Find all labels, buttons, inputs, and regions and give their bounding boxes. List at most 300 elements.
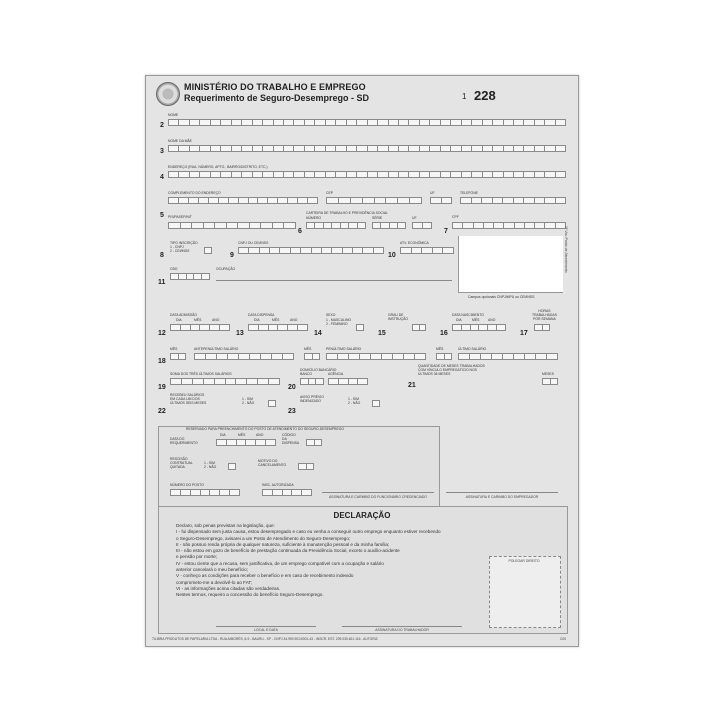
- char-cell[interactable]: [378, 119, 388, 126]
- char-cell[interactable]: [181, 222, 193, 229]
- char-cell[interactable]: [493, 145, 503, 152]
- char-cell[interactable]: [339, 378, 349, 385]
- char-cell[interactable]: [524, 119, 534, 126]
- char-cell[interactable]: [545, 222, 555, 229]
- ctps-numero-input[interactable]: [306, 222, 366, 229]
- char-cell[interactable]: [389, 171, 399, 178]
- char-cell[interactable]: [226, 378, 237, 385]
- tipo-inscricao-input[interactable]: [204, 247, 212, 254]
- char-cell[interactable]: [363, 197, 375, 204]
- char-cell[interactable]: [351, 197, 363, 204]
- char-cell[interactable]: [436, 353, 445, 360]
- char-cell[interactable]: [190, 119, 200, 126]
- recebeu-input[interactable]: [268, 400, 276, 407]
- char-cell[interactable]: [493, 119, 503, 126]
- char-cell[interactable]: [341, 222, 349, 229]
- char-cell[interactable]: [182, 378, 193, 385]
- char-cell[interactable]: [358, 378, 368, 385]
- banco-input[interactable]: [300, 378, 324, 385]
- char-cell[interactable]: [284, 171, 294, 178]
- char-cell[interactable]: [204, 222, 216, 229]
- char-cell[interactable]: [246, 439, 256, 446]
- char-cell[interactable]: [261, 222, 273, 229]
- char-cell[interactable]: [261, 353, 272, 360]
- char-cell[interactable]: [409, 145, 419, 152]
- char-cell[interactable]: [232, 119, 242, 126]
- motivo-input[interactable]: [298, 463, 314, 470]
- char-cell[interactable]: [462, 171, 472, 178]
- char-cell[interactable]: [378, 145, 388, 152]
- char-cell[interactable]: [398, 222, 406, 229]
- char-cell[interactable]: [284, 222, 296, 229]
- char-cell[interactable]: [443, 247, 454, 254]
- char-cell[interactable]: [400, 247, 412, 254]
- char-cell[interactable]: [239, 353, 250, 360]
- char-cell[interactable]: [524, 197, 535, 204]
- char-cell[interactable]: [368, 119, 378, 126]
- char-cell[interactable]: [349, 222, 357, 229]
- char-cell[interactable]: [238, 222, 250, 229]
- char-cell[interactable]: [368, 145, 378, 152]
- char-cell[interactable]: [280, 247, 290, 254]
- char-cell[interactable]: [393, 353, 404, 360]
- char-cell[interactable]: [259, 324, 269, 331]
- char-cell[interactable]: [179, 273, 187, 280]
- char-cell[interactable]: [357, 171, 367, 178]
- char-cell[interactable]: [410, 197, 422, 204]
- char-cell[interactable]: [357, 145, 367, 152]
- char-cell[interactable]: [200, 324, 210, 331]
- soma-salarios-input[interactable]: [170, 378, 280, 385]
- char-cell[interactable]: [248, 324, 259, 331]
- char-cell[interactable]: [338, 353, 349, 360]
- char-cell[interactable]: [194, 273, 202, 280]
- char-cell[interactable]: [309, 378, 317, 385]
- char-cell[interactable]: [232, 145, 242, 152]
- char-cell[interactable]: [298, 324, 308, 331]
- char-cell[interactable]: [209, 197, 219, 204]
- char-cell[interactable]: [458, 353, 470, 360]
- char-cell[interactable]: [273, 222, 285, 229]
- empregador-signature-line[interactable]: [446, 492, 558, 493]
- char-cell[interactable]: [445, 353, 453, 360]
- pen-mes-input[interactable]: [304, 353, 320, 360]
- char-cell[interactable]: [514, 353, 525, 360]
- char-cell[interactable]: [441, 171, 451, 178]
- char-cell[interactable]: [542, 378, 551, 385]
- char-cell[interactable]: [326, 171, 336, 178]
- char-cell[interactable]: [493, 171, 503, 178]
- cnpj-input[interactable]: [238, 247, 384, 254]
- char-cell[interactable]: [430, 171, 440, 178]
- char-cell[interactable]: [170, 273, 179, 280]
- char-cell[interactable]: [262, 489, 273, 496]
- char-cell[interactable]: [170, 489, 181, 496]
- char-cell[interactable]: [452, 324, 462, 331]
- char-cell[interactable]: [316, 378, 324, 385]
- char-cell[interactable]: [535, 171, 545, 178]
- char-cell[interactable]: [389, 119, 399, 126]
- char-cell[interactable]: [269, 378, 280, 385]
- char-cell[interactable]: [420, 119, 430, 126]
- char-cell[interactable]: [399, 119, 409, 126]
- char-cell[interactable]: [179, 197, 189, 204]
- char-cell[interactable]: [315, 222, 323, 229]
- cbo-input[interactable]: [170, 273, 210, 280]
- char-cell[interactable]: [372, 400, 380, 407]
- char-cell[interactable]: [312, 247, 322, 254]
- telefone-input[interactable]: [460, 197, 566, 204]
- char-cell[interactable]: [412, 222, 423, 229]
- char-cell[interactable]: [343, 247, 353, 254]
- char-cell[interactable]: [278, 197, 288, 204]
- char-cell[interactable]: [315, 119, 325, 126]
- char-cell[interactable]: [378, 171, 388, 178]
- char-cell[interactable]: [492, 353, 503, 360]
- char-cell[interactable]: [221, 145, 231, 152]
- char-cell[interactable]: [239, 197, 249, 204]
- char-cell[interactable]: [493, 197, 504, 204]
- char-cell[interactable]: [190, 145, 200, 152]
- codigo-dispensa-input[interactable]: [306, 439, 322, 446]
- ctps-serie-input[interactable]: [372, 222, 406, 229]
- char-cell[interactable]: [189, 197, 199, 204]
- char-cell[interactable]: [504, 171, 514, 178]
- char-cell[interactable]: [168, 197, 179, 204]
- char-cell[interactable]: [294, 145, 304, 152]
- char-cell[interactable]: [497, 324, 506, 331]
- char-cell[interactable]: [482, 197, 493, 204]
- char-cell[interactable]: [374, 247, 384, 254]
- data-nascimento-input[interactable]: [452, 324, 506, 331]
- char-cell[interactable]: [219, 197, 229, 204]
- char-cell[interactable]: [191, 489, 201, 496]
- char-cell[interactable]: [302, 489, 312, 496]
- char-cell[interactable]: [179, 119, 189, 126]
- char-cell[interactable]: [430, 119, 440, 126]
- char-cell[interactable]: [536, 353, 547, 360]
- char-cell[interactable]: [228, 353, 239, 360]
- char-cell[interactable]: [298, 463, 307, 470]
- char-cell[interactable]: [534, 324, 543, 331]
- char-cell[interactable]: [358, 222, 366, 229]
- char-cell[interactable]: [430, 145, 440, 152]
- char-cell[interactable]: [545, 197, 556, 204]
- endereco-input[interactable]: [168, 171, 566, 178]
- char-cell[interactable]: [283, 353, 294, 360]
- char-cell[interactable]: [306, 222, 315, 229]
- char-cell[interactable]: [211, 171, 221, 178]
- pis-input[interactable]: [168, 222, 296, 229]
- char-cell[interactable]: [472, 119, 482, 126]
- char-cell[interactable]: [347, 171, 357, 178]
- char-cell[interactable]: [535, 145, 545, 152]
- char-cell[interactable]: [326, 119, 336, 126]
- char-cell[interactable]: [274, 171, 284, 178]
- char-cell[interactable]: [545, 171, 555, 178]
- char-cell[interactable]: [315, 145, 325, 152]
- char-cell[interactable]: [204, 247, 212, 254]
- char-cell[interactable]: [462, 145, 472, 152]
- char-cell[interactable]: [298, 197, 308, 204]
- char-cell[interactable]: [441, 145, 451, 152]
- char-cell[interactable]: [556, 145, 566, 152]
- agencia-input[interactable]: [328, 378, 368, 385]
- char-cell[interactable]: [305, 171, 315, 178]
- complemento-input[interactable]: [168, 197, 318, 204]
- rescisao-input[interactable]: [228, 463, 236, 470]
- char-cell[interactable]: [192, 222, 204, 229]
- char-cell[interactable]: [472, 171, 482, 178]
- char-cell[interactable]: [242, 145, 252, 152]
- char-cell[interactable]: [305, 119, 315, 126]
- char-cell[interactable]: [412, 247, 423, 254]
- char-cell[interactable]: [284, 119, 294, 126]
- char-cell[interactable]: [472, 145, 482, 152]
- char-cell[interactable]: [479, 324, 488, 331]
- char-cell[interactable]: [503, 353, 514, 360]
- char-cell[interactable]: [423, 222, 433, 229]
- char-cell[interactable]: [514, 145, 524, 152]
- uf-input[interactable]: [430, 197, 452, 204]
- char-cell[interactable]: [357, 119, 367, 126]
- char-cell[interactable]: [283, 489, 293, 496]
- char-cell[interactable]: [288, 324, 298, 331]
- char-cell[interactable]: [415, 353, 426, 360]
- char-cell[interactable]: [556, 119, 566, 126]
- char-cell[interactable]: [232, 171, 242, 178]
- char-cell[interactable]: [227, 439, 237, 446]
- char-cell[interactable]: [409, 119, 419, 126]
- char-cell[interactable]: [451, 171, 461, 178]
- funcionario-signature-line[interactable]: [322, 492, 434, 493]
- char-cell[interactable]: [200, 145, 210, 152]
- char-cell[interactable]: [372, 222, 381, 229]
- char-cell[interactable]: [420, 324, 427, 331]
- char-cell[interactable]: [260, 247, 270, 254]
- char-cell[interactable]: [250, 353, 261, 360]
- char-cell[interactable]: [452, 222, 463, 229]
- char-cell[interactable]: [524, 145, 534, 152]
- char-cell[interactable]: [258, 197, 268, 204]
- char-cell[interactable]: [315, 171, 325, 178]
- char-cell[interactable]: [304, 353, 313, 360]
- char-cell[interactable]: [551, 378, 559, 385]
- char-cell[interactable]: [382, 353, 393, 360]
- char-cell[interactable]: [294, 119, 304, 126]
- char-cell[interactable]: [216, 439, 227, 446]
- char-cell[interactable]: [179, 171, 189, 178]
- char-cell[interactable]: [514, 119, 524, 126]
- char-cell[interactable]: [420, 145, 430, 152]
- char-cell[interactable]: [412, 324, 420, 331]
- char-cell[interactable]: [556, 171, 566, 178]
- char-cell[interactable]: [399, 171, 409, 178]
- char-cell[interactable]: [483, 171, 493, 178]
- char-cell[interactable]: [181, 489, 191, 496]
- char-cell[interactable]: [230, 489, 240, 496]
- ocupacao-input[interactable]: [216, 280, 452, 281]
- char-cell[interactable]: [215, 378, 226, 385]
- char-cell[interactable]: [356, 324, 364, 331]
- char-cell[interactable]: [409, 171, 419, 178]
- char-cell[interactable]: [211, 119, 221, 126]
- char-cell[interactable]: [471, 324, 480, 331]
- local-data-line[interactable]: [216, 626, 316, 627]
- char-cell[interactable]: [430, 197, 442, 204]
- char-cell[interactable]: [315, 439, 323, 446]
- char-cell[interactable]: [474, 222, 484, 229]
- nome-input[interactable]: [168, 119, 566, 126]
- char-cell[interactable]: [268, 197, 278, 204]
- char-cell[interactable]: [353, 247, 363, 254]
- char-cell[interactable]: [504, 119, 514, 126]
- char-cell[interactable]: [181, 324, 191, 331]
- char-cell[interactable]: [503, 197, 514, 204]
- char-cell[interactable]: [368, 171, 378, 178]
- char-cell[interactable]: [274, 119, 284, 126]
- char-cell[interactable]: [451, 145, 461, 152]
- char-cell[interactable]: [371, 353, 382, 360]
- cpf-input[interactable]: [452, 222, 566, 229]
- char-cell[interactable]: [200, 119, 210, 126]
- char-cell[interactable]: [292, 489, 302, 496]
- char-cell[interactable]: [263, 145, 273, 152]
- char-cell[interactable]: [504, 145, 514, 152]
- char-cell[interactable]: [336, 145, 346, 152]
- char-cell[interactable]: [253, 171, 263, 178]
- char-cell[interactable]: [242, 171, 252, 178]
- char-cell[interactable]: [324, 222, 332, 229]
- char-cell[interactable]: [347, 119, 357, 126]
- char-cell[interactable]: [483, 119, 493, 126]
- char-cell[interactable]: [535, 197, 546, 204]
- char-cell[interactable]: [398, 197, 410, 204]
- char-cell[interactable]: [545, 119, 555, 126]
- antepenultimo-input[interactable]: [194, 353, 294, 360]
- char-cell[interactable]: [187, 273, 195, 280]
- char-cell[interactable]: [462, 324, 471, 331]
- char-cell[interactable]: [441, 119, 451, 126]
- char-cell[interactable]: [305, 145, 315, 152]
- char-cell[interactable]: [238, 247, 249, 254]
- char-cell[interactable]: [190, 171, 200, 178]
- char-cell[interactable]: [420, 171, 430, 178]
- char-cell[interactable]: [451, 119, 461, 126]
- char-cell[interactable]: [168, 171, 179, 178]
- char-cell[interactable]: [336, 119, 346, 126]
- char-cell[interactable]: [313, 353, 321, 360]
- char-cell[interactable]: [220, 489, 230, 496]
- char-cell[interactable]: [386, 197, 398, 204]
- ultimo-input[interactable]: [458, 353, 558, 360]
- char-cell[interactable]: [168, 222, 181, 229]
- char-cell[interactable]: [170, 378, 182, 385]
- char-cell[interactable]: [525, 353, 536, 360]
- char-cell[interactable]: [242, 119, 252, 126]
- char-cell[interactable]: [193, 378, 204, 385]
- char-cell[interactable]: [524, 171, 534, 178]
- char-cell[interactable]: [332, 222, 340, 229]
- char-cell[interactable]: [308, 197, 318, 204]
- cep-input[interactable]: [326, 197, 422, 204]
- char-cell[interactable]: [249, 197, 259, 204]
- char-cell[interactable]: [442, 197, 453, 204]
- char-cell[interactable]: [463, 222, 473, 229]
- char-cell[interactable]: [204, 378, 215, 385]
- char-cell[interactable]: [535, 222, 545, 229]
- char-cell[interactable]: [294, 171, 304, 178]
- char-cell[interactable]: [168, 145, 179, 152]
- char-cell[interactable]: [194, 353, 206, 360]
- char-cell[interactable]: [545, 145, 555, 152]
- char-cell[interactable]: [514, 171, 524, 178]
- data-admissao-input[interactable]: [170, 324, 230, 331]
- aviso-input[interactable]: [372, 400, 380, 407]
- char-cell[interactable]: [170, 324, 181, 331]
- char-cell[interactable]: [170, 353, 179, 360]
- char-cell[interactable]: [404, 353, 415, 360]
- thumbprint-box[interactable]: [489, 556, 561, 628]
- char-cell[interactable]: [201, 489, 211, 496]
- char-cell[interactable]: [202, 273, 210, 280]
- char-cell[interactable]: [399, 145, 409, 152]
- char-cell[interactable]: [515, 222, 525, 229]
- char-cell[interactable]: [332, 247, 342, 254]
- char-cell[interactable]: [220, 324, 230, 331]
- char-cell[interactable]: [336, 171, 346, 178]
- char-cell[interactable]: [504, 222, 514, 229]
- penultimo-input[interactable]: [326, 353, 426, 360]
- char-cell[interactable]: [488, 324, 497, 331]
- char-cell[interactable]: [460, 197, 472, 204]
- char-cell[interactable]: [514, 197, 525, 204]
- char-cell[interactable]: [179, 145, 189, 152]
- char-cell[interactable]: [326, 353, 338, 360]
- char-cell[interactable]: [266, 439, 276, 446]
- char-cell[interactable]: [306, 439, 315, 446]
- char-cell[interactable]: [347, 145, 357, 152]
- char-cell[interactable]: [326, 145, 336, 152]
- char-cell[interactable]: [375, 197, 387, 204]
- char-cell[interactable]: [269, 324, 279, 331]
- char-cell[interactable]: [237, 439, 247, 446]
- nome-mae-input[interactable]: [168, 145, 566, 152]
- char-cell[interactable]: [217, 353, 228, 360]
- insc-autorizada-input[interactable]: [262, 489, 312, 496]
- horas-semana-input[interactable]: [534, 324, 550, 331]
- char-cell[interactable]: [462, 119, 472, 126]
- char-cell[interactable]: [494, 222, 504, 229]
- char-cell[interactable]: [481, 353, 492, 360]
- char-cell[interactable]: [483, 145, 493, 152]
- ult-mes-input[interactable]: [436, 353, 452, 360]
- char-cell[interactable]: [191, 324, 201, 331]
- data-requerimento-input[interactable]: [216, 439, 276, 446]
- char-cell[interactable]: [389, 145, 399, 152]
- char-cell[interactable]: [278, 324, 288, 331]
- char-cell[interactable]: [263, 119, 273, 126]
- char-cell[interactable]: [307, 463, 315, 470]
- char-cell[interactable]: [349, 353, 360, 360]
- char-cell[interactable]: [247, 378, 258, 385]
- char-cell[interactable]: [301, 247, 311, 254]
- char-cell[interactable]: [273, 489, 283, 496]
- char-cell[interactable]: [274, 145, 284, 152]
- char-cell[interactable]: [484, 222, 494, 229]
- char-cell[interactable]: [211, 145, 221, 152]
- data-dispensa-input[interactable]: [248, 324, 308, 331]
